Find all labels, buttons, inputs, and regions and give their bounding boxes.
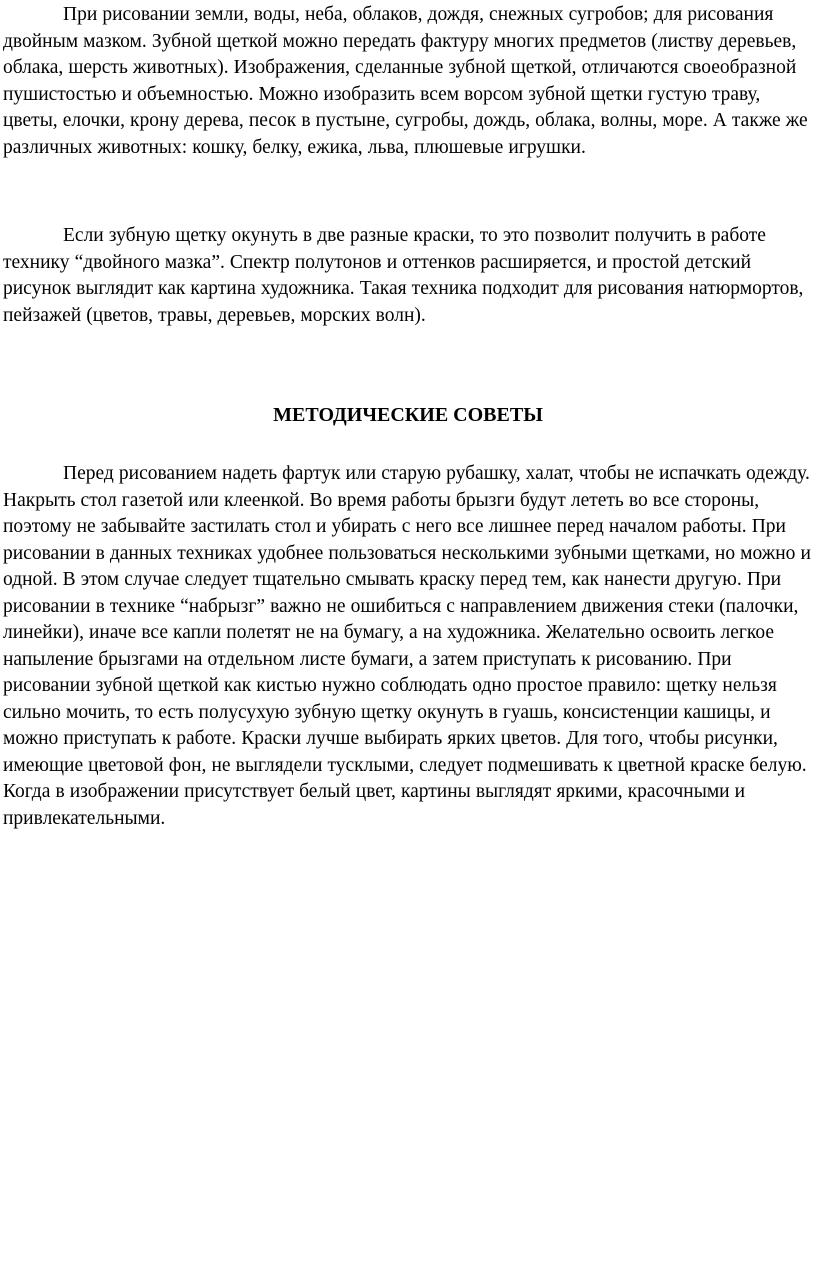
methodical-advice-paragraph: Перед рисованием надеть фартук или старую рубашку, халат, чтобы не испачкать одежду. Накрыть стол газетой или клеенкой. Во время работы брызги будут лететь во все стороны, поэтому не забывайте застилать стол и убирать с него все лишнее перед началом работы. При рисовании в данных техниках удобнее пользоваться несколькими зубными щетками, но можно и одной. В этом случае следует тщательно смывать краску перед тем, как нанести другую. При рисовании в технике “набрызг” важно не ошибиться с направлением движения стеки (палочки, линейки), иначе все капли полетят не на бумагу, а на художника. Желательно освоить легкое напыление брызгами на отдельном листе бумаги, а затем приступать к рисованию. При рисовании зубной щеткой как кистью нужно соблюдать одно простое правило: щетку нельзя сильно мочить, то есть полусухую зубную щетку окунуть в гуашь, консистенции кашицы, и можно приступать к работе. Краски лучше выбирать ярких цветов. Для того, чтобы рисунки, имеющие цветовой фон, не выглядели тусклыми, следует подмешивать к цветной краске белую. Когда в изображении присутствует белый цвет, картины выглядят яркими, красочными и привлекательными.	[3, 463, 811, 829]
intro-paragraph: При рисовании земли, воды, неба, облаков, дождя, снежных сугробов; для рисования двойным мазком. Зубной щеткой можно передать фактуру многих предметов (листву деревьев, облака, шерсть животных). Изображения, сделанные зубной щеткой, отличаются своеобразной пушистостью и объемностью. Можно изобразить всем ворсом зубной щетки густую траву, цветы, елочки, крону дерева, песок в пустыне, сугробы, дождь, облака, волны, море. А также же различных животных: кошку, белку, ежика, льва, плюшевые игрушки.	[3, 4, 808, 158]
section-heading: МЕТОДИЧЕСКИЕ СОВЕТЫ	[273, 404, 543, 426]
double-stroke-paragraph: Если зубную щетку окунуть в две разные краски, то это позволит получить в работе технику “двойного мазка”. Спектр полутонов и оттенков расширяется, и простой детский рисунок выглядит как картина художника. Такая техника подходит для рисования натюрмортов, пейзажей (цветов, травы, деревьев, морских волн).	[3, 225, 804, 326]
